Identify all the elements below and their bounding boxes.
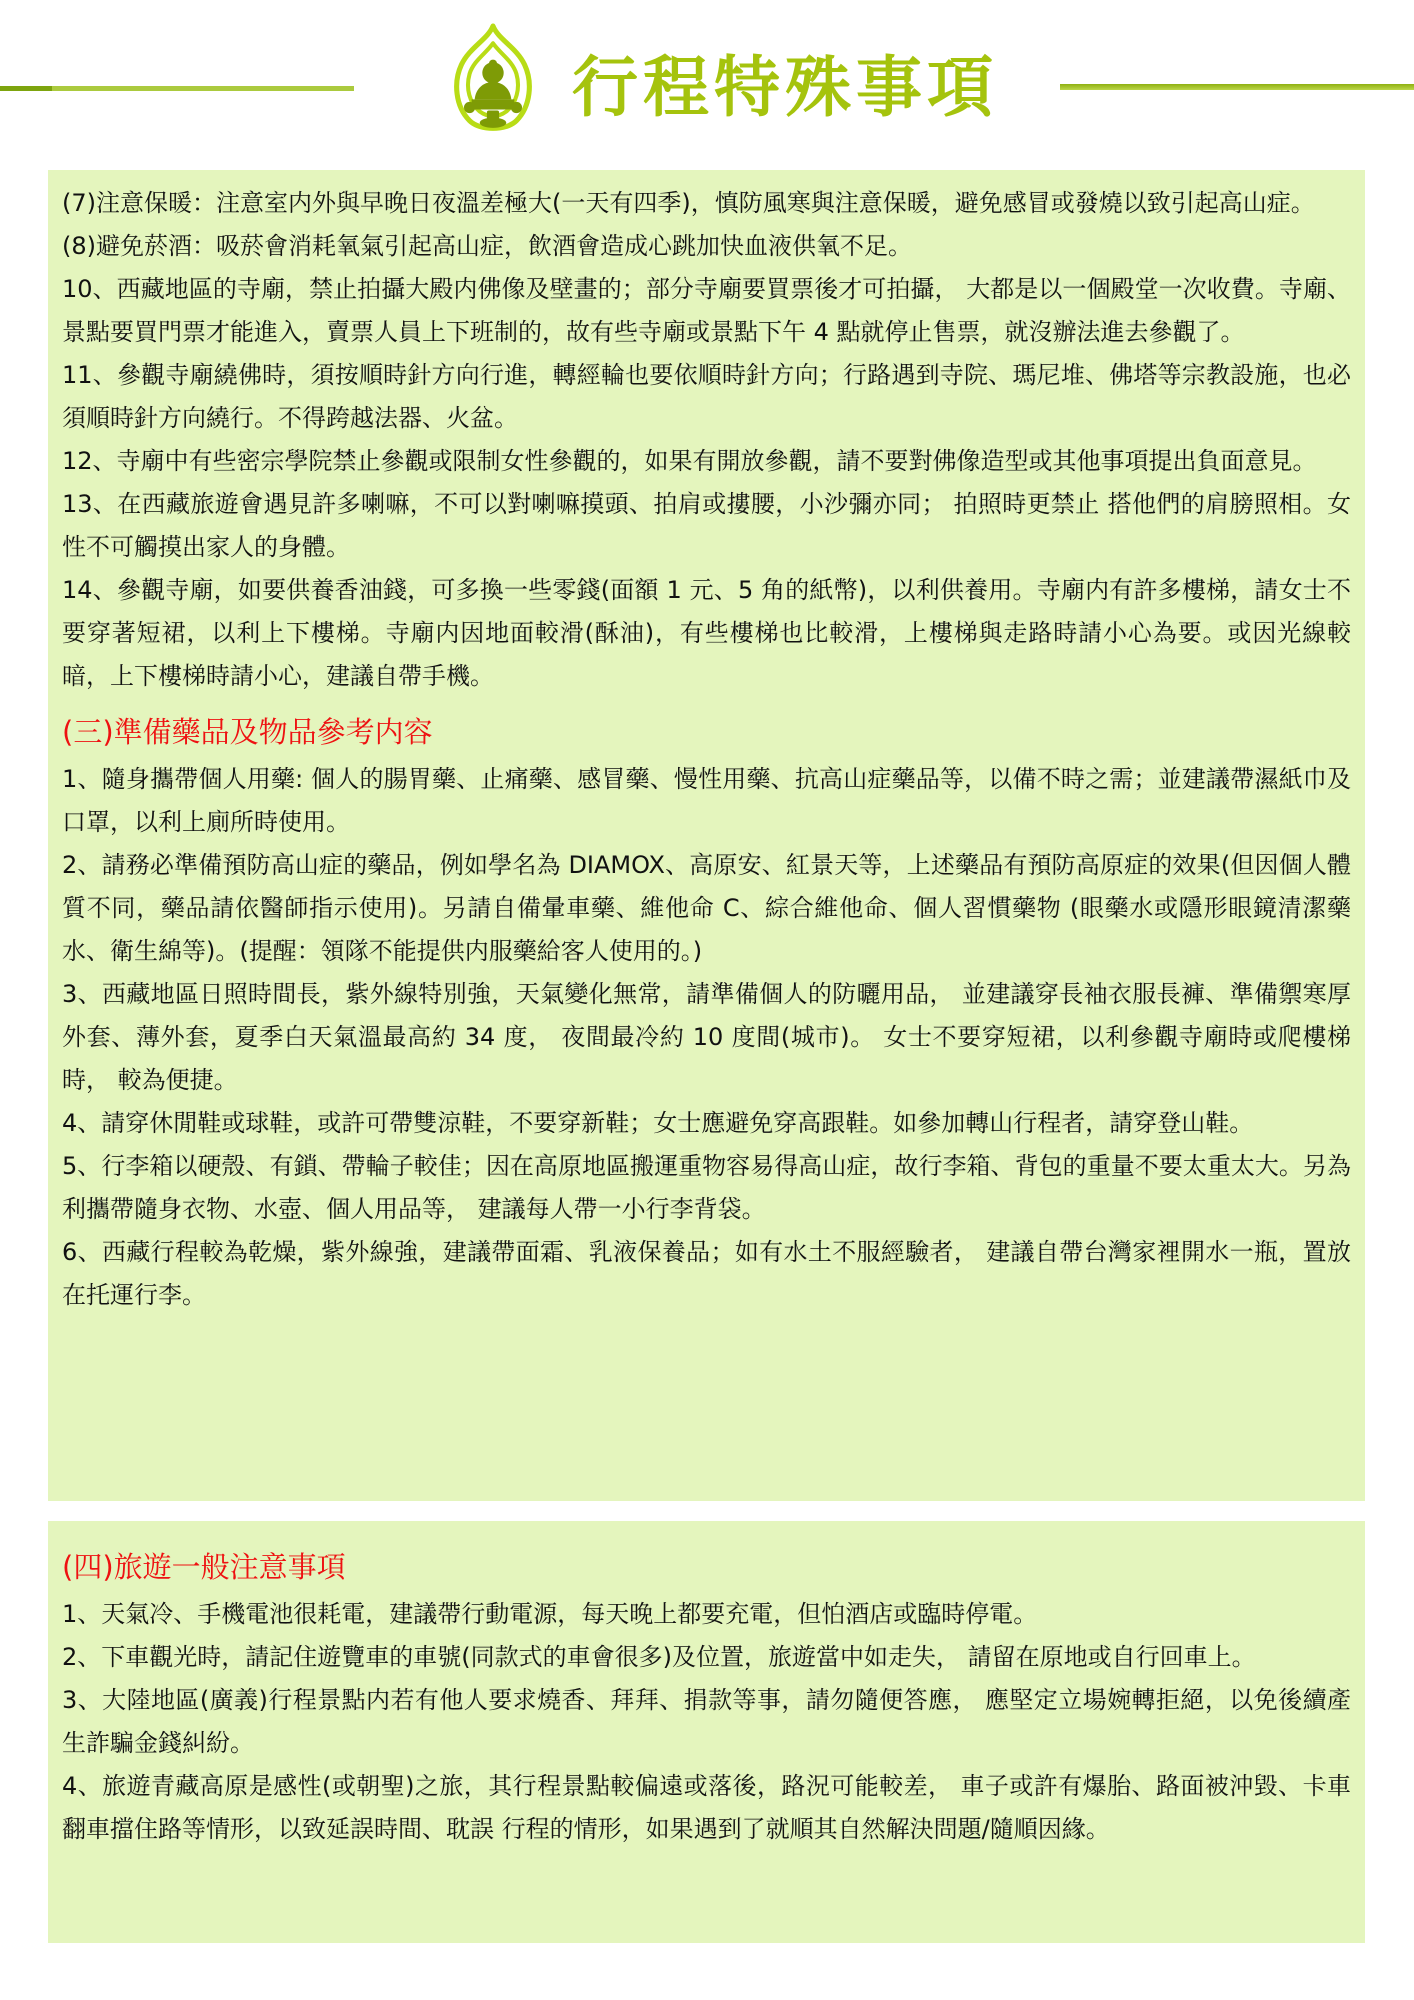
notice-paragraph: 4、請穿休閒鞋或球鞋，或許可帶雙涼鞋，不要穿新鞋；女士應避免穿高跟鞋。如參加轉山行程者，請穿登山鞋。 [62,1109,1254,1137]
notice-box-1 [48,170,1365,1501]
notice-paragraph: 11、參觀寺廟繞佛時，須按順時針方向行進，轉經輪也要依順時針方向；行路遇到寺院、瑪尼堆、佛塔等宗教設施，也必須順時針方向繞行。不得跨越法器、火盆。 [62,361,1351,432]
notice-paragraph: 2、請務必準備預防高山症的藥品，例如學名為 DIAMOX、高原安、紅景天等，上述藥品有預防高原症的效果(但因個人體質不同，藥品請依醫師指示使用)。另請自備暈車藥、維他命 C、綜合維他命、個人習慣藥物 (眼藥水或隱形眼鏡清潔藥水、衛生綿等)。(提醒：領隊不能提供内服藥給客人使用的。) [62,851,1351,965]
notice-paragraph: (7)注意保暖：注意室内外與早晚日夜溫差極大(一天有四季)，慎防風寒與注意保暖，避免感冒或發燒以致引起高山症。 [62,189,1315,217]
notice-paragraph: 2、下車觀光時，請記住遊覽車的車號(同款式的車會很多)及位置，旅遊當中如走失， 請留在原地或自行回車上。 [62,1643,1256,1671]
section-heading: (三)準備藥品及物品參考内容 [62,715,433,749]
notice-paragraph: 3、大陸地區(廣義)行程景點内若有他人要求燒香、拜拜、捐款等事，請勿隨便答應， 應堅定立場婉轉拒絕，以免後續產生詐騙金錢糾紛。 [62,1686,1351,1757]
notice-paragraph: 1、隨身攜帶個人用藥: 個人的腸胃藥、止痛藥、感冒藥、慢性用藥、抗高山症藥品等，以備不時之需；並建議帶濕紙巾及口罩，以利上廁所時使用。 [62,765,1351,836]
notice-paragraph: 1、天氣冷、手機電池很耗電，建議帶行動電源，每天晚上都要充電，但怕酒店或臨時停電。 [62,1600,1038,1628]
notice-paragraph: 14、參觀寺廟，如要供養香油錢，可多換一些零錢(面額 1 元、5 角的紙幣)，以利供養用。寺廟内有許多樓梯，請女士不要穿著短裙，以利上下樓梯。寺廟内因地面較滑(酥油)，有些樓梯也比較滑，上樓梯與走路時請小心為要。或因光線較暗，上下樓梯時請小心，建議自帶手機。 [62,576,1351,690]
notice-paragraph: 13、在西藏旅遊會遇見許多喇嘛，不可以對喇嘛摸頭、拍肩或摟腰，小沙彌亦同； 拍照時更禁止 搭他們的肩膀照相。女性不可觸摸出家人的身體。 [62,490,1351,561]
notice-paragraph: 3、西藏地區日照時間長，紫外線特別強，天氣變化無常，請準備個人的防曬用品， 並建議穿長袖衣服長褲、準備禦寒厚外套、薄外套，夏季白天氣溫最高約 34 度， 夜間最冷約 10 度間(城市)。 女士不要穿短裙，以利參觀寺廟時或爬樓梯時， 較為便捷。 [62,980,1351,1094]
notice-paragraph: 12、寺廟中有些密宗學院禁止參觀或限制女性參觀的，如果有開放參觀，請不要對佛像造型或其他事項提出負面意見。 [62,447,1317,475]
notice-box-2 [48,1521,1365,1943]
notice-paragraph: (8)避免菸酒：吸菸會消耗氧氣引起高山症，飲酒會造成心跳加快血液供氧不足。 [62,232,912,260]
section-heading: (四)旅遊一般注意事項 [62,1550,346,1584]
page-title: 行程特殊事項 [572,49,998,126]
header-rule-left [0,86,354,91]
notice-paragraph: 5、行李箱以硬殼、有鎖、帶輪子較佳；因在高原地區搬運重物容易得高山症，故行李箱、背包的重量不要太重太大。另為利攜帶隨身衣物、水壺、個人用品等， 建議每人帶一小行李背袋。 [62,1152,1351,1223]
header-rule-right [1060,84,1414,90]
notice-paragraph: 6、西藏行程較為乾燥，紫外線強，建議帶面霜、乳液保養品；如有水土不服經驗者， 建議自帶台灣家裡開水一瓶，置放在托運行李。 [62,1238,1351,1309]
notice-paragraph: 10、西藏地區的寺廟，禁止拍攝大殿内佛像及壁畫的；部分寺廟要買票後才可拍攝， 大都是以一個殿堂一次收費。寺廟、景點要買門票才能進入，賣票人員上下班制的，故有些寺廟或景點下午 4 點就停止售票，就沒辦法進去參觀了。 [62,275,1351,346]
buddha-meditation-icon [438,22,548,140]
notice-paragraph: 4、旅遊青藏高原是感性(或朝聖)之旅，其行程景點較偏遠或落後，路況可能較差， 車子或許有爆胎、路面被沖毀、卡車翻車擋住路等情形，以致延誤時間、耽誤 行程的情形，如果遇到了就順其自然解決問題/隨順因緣。 [62,1772,1351,1843]
